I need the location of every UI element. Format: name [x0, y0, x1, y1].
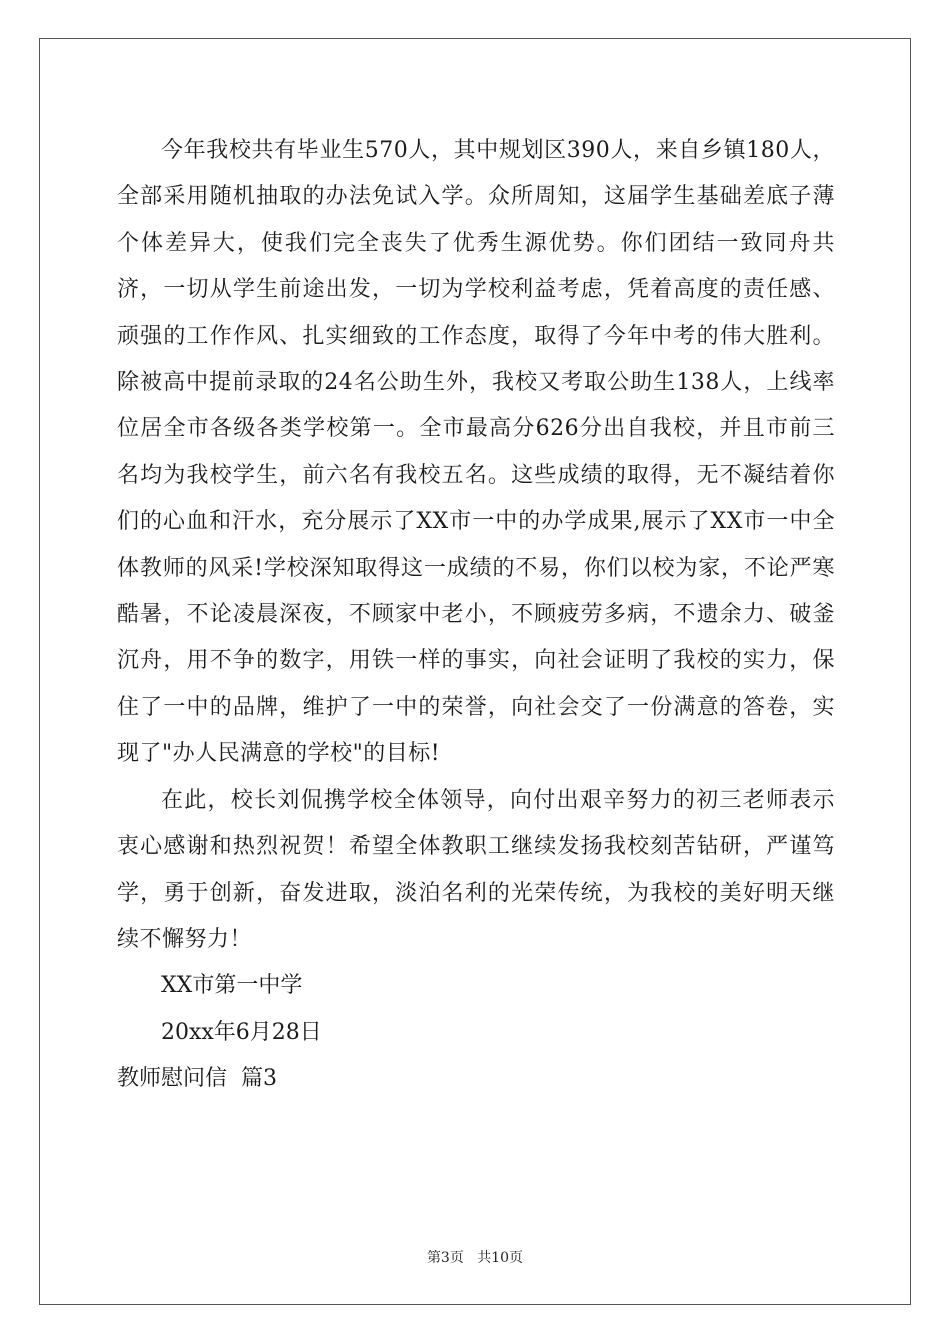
paragraph-achievements: 今年我校共有毕业生570人，其中规划区390人，来自乡镇180人，全部采用随机抽取的办法免试入学。众所周知，这届学生基础差底子薄个体差异大，使我们完全丧失了优秀生源优势。你们团结一致同舟共济，一切从学生前途出发，一切为学校利益考虑，凭着高度的责任感、顽强的工作作风、扎实细致的工作态度，取得了今年中考的伟大胜利。除被高中提前录取的24名公助生外，我校又考取公助生138人，上线率位居全市各级各类学校第一。全市最高分626分出自我校，并且市前三名均为我校学生，前六名有我校五名。这些成绩的取得，无不凝结着你们的心血和汗水，充分展示了XX市一中的办学成果,展示了XX市一中全体教师的风采!学校深知取得这一成绩的不易，你们以校为家，不论严寒酷暑，不论凌晨深夜，不顾家中老小，不顾疲劳多病，不遗余力、破釜沉舟，用不争的数字，用铁一样的事实，向社会证明了我校的实力，保住了一中的品牌，维护了一中的荣誉，向社会交了一份满意的答卷，实现了"办人民满意的学校"的目标! — [117, 138, 835, 767]
signature: XX市第一中学 — [161, 973, 303, 999]
letter-body — [117, 128, 835, 1103]
section-title: 教师慰问信 篇3 — [117, 1066, 277, 1092]
page-footer — [0, 1247, 950, 1267]
letter-date: 20xx年6月28日 — [161, 1019, 322, 1045]
paragraph-thanks: 在此，校长刘侃携学校全体领导，向付出艰辛努力的初三老师表示衷心感谢和热烈祝贺！希望全体教职工继续发扬我校刻苦钻研，严谨笃学，勇于创新，奋发进取，淡泊名利的光荣传统，为我校的美好明天继续不懈努力！ — [117, 787, 835, 952]
page-total: 共10页 — [477, 1250, 524, 1266]
page-number: 第3页 — [426, 1250, 464, 1266]
